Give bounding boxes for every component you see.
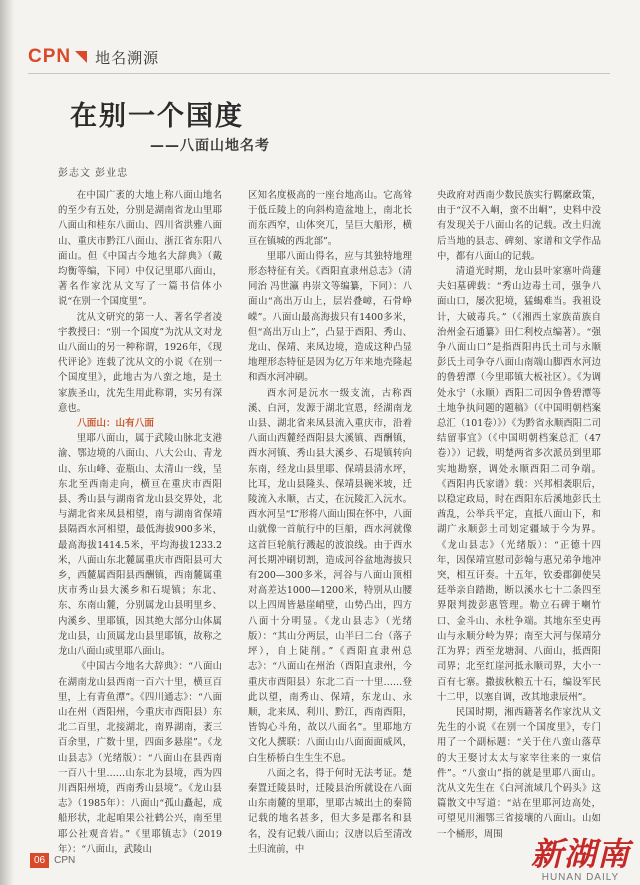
paragraph: 沈从文研究的第一人、著名学者凌宇教授曰：“别一个国度”为沈从文对龙山八面山的另一种称谓，1926年，《现代评论》连载了沈从文的小说《在别一个国度里》，此地古为八蛮之地，是土家族圣山，沈先生用此称谓，实另有深意也。 — [58, 311, 222, 414]
article-authors: 彭志文 彭业忠 — [58, 168, 129, 179]
paragraph: 民国时期，湘西籍著名作家沈从文先生的小说《在别一个国度里》，专门用了一个副标题：“关于住八蛮山落草的大王娶讨太太与家宰往来的一束信件”。“八蛮山”指的就是里耶八面山。沈从文先生在《白河流域几个码头》这篇散文中写道：“站在里耶河边高处，可望见川湘鄂三省接壤的八面山。山如一个桶形，周围 — [437, 706, 601, 840]
paragraph: 里耶八面山得名，应与其独特地理形态特征有关。《酉阳直隶州总志》（清同治 冯世瀛 冉崇文等编纂，下同）：八面山“高出万山上，层岩叠嶂，石骨峥嵘”。八面山最高海拔只有1400多米，但“高出万山上”，凸显于酉阳、秀山、龙山、保靖、来凤边境，造成这种凸显地理形态特征是因为亿万年来地壳隆起和酉水河冲刷。 — [248, 250, 412, 384]
text-column-2 — [248, 188, 412, 855]
paragraph: 区知名度极高的一座台地高山。它高耸于低丘陵上的向斜构造盆地上，南北长而东西窄，山体突兀，呈巨大船形，横亘在镇城的西北部”。 — [248, 190, 412, 247]
text-column-3 — [437, 188, 601, 843]
text-column-1 — [58, 188, 222, 855]
paragraph: 酉水河是沅水一级支流，古称酉溪、白河，发源于湖北宣恩，经湖南龙山县、湖北省来凤县流入重庆市，沿着八面山西麓经酉阳县大溪镇、酉酬镇，酉水河镇、秀山县大溪乡、石堤镇转向东南，经龙山县里耶、保靖县清水坪，比耳，龙山县隆头、保靖县碗米坡，迁陵流入永顺，古丈，在沅陵汇入沅水。酉水河呈“L”形将八面山围在怀中，八面山就像一首航行中的巨船，酉水河就像这首巨轮航行溅起的波浪线。由于酉水河长期冲刷切割，造成河谷盆地海拔只有200—300多米，河谷与八面山顶相对高差达1000—1200米，特别从山腰以上四周皆悬崖峭壁，山势凸出，四方八面十分明显。《龙山县志》（光绪版）：“其山分两层，山半曰二台（落子坪），自上陡削。”《酉阳直隶州总志》：“八面山在州治（酉阳直隶州，今重庆市酉阳县）东北二百一十里……登此以望，南秀山、保靖，东龙山、永顺，北来凤、利川、黔江，西南酉阳，皆钩心斗角，故以八面名”。里耶地方文化人撰联：八面山山八面面面威风，白生桥桥白生生生不息。 — [248, 387, 412, 764]
page-footer — [30, 853, 75, 868]
header-divider — [28, 73, 610, 74]
watermark — [530, 835, 630, 883]
paragraph: 央政府对西南少数民族实行羁縻政策，由于“汉不入峒，蛮不出峒”，史料中没有发现关于八面山名的记载。改土归流后当地的县志、碑刻、家谱和文学作品中，都有八面山的记载。 — [437, 190, 601, 262]
watermark-subtitle: HUNAN DAILY — [541, 872, 620, 883]
triangle-marker-icon — [75, 51, 87, 63]
page-number: 06 — [30, 853, 49, 868]
paragraph: 清道光时期，龙山县叶家寨叶尚蘧夫妇墓碑载：“秀山边毒土司，强争八面山口，屡次犯境，猛蝎难当。我祖设计，大破毒兵。”（《湘西土家族苗族自治州金石通纂》田仁利校点编著）。“强争八面山口”是指酉阳冉氏土司与永顺彭氏土司争夺八面山南端山脚酉水河边的鲁碧潭（今里耶镇大板社区）。《为调处永宁（永顺）酉阳二司因争鲁碧潭等土地争执问题的题稿》（《中国明朝档案总汇（101卷）》）《为黔省永顺酉阳二司结留事宜》（《中国明朝档案总汇（47卷）》）记载，明楚两省多次派员到里耶实地勘察，调处永顺酉阳二司争端。《酉阳冉氏家谱》载：兴邦相袭职后，以稳定政局，时在酉阳东后溪地彭氏土酋乱，公举兵平定，直抵八面山下，和湖广永顺彭土司划定疆域于今为界。《龙山县志》（光绪版）：“正德十四年，因保靖宣慰司彭翰与惠兄弟争地冲突，相互讦奏。十五年，钦委郡御使吴廷举亲自踏勘，断以溪水七十二条四至界限判拨彭惠管理。勒立石碑于喇竹口、金斗山、永杜争端。其地东至史再山与永顺分岭为界；南至大河与保靖分江为界；西至龙塘洞、八面山，抵酉阳司界；北至红崖河抵永顺司界，大小一百有七寨。撒拔秋粮五十石，编设军民十二甲，以塞自调，改其地隶辰州”。 — [437, 266, 601, 703]
page-spine-shadow — [0, 0, 14, 885]
paragraph: 《中国古今地名大辞典》：“八面山在湖南龙山县西南一百六十里，横亘百里，上有青鱼潭”。《四川通志》：“八面山在州（酉阳州，今重庆市酉阳县）东北二百里，北接湖北，南界湖南，袤三百余里，广数十里，四面多悬崖”。《龙山县志》（光绪版）：“八面山在县西南一百八十里……山东北为县境，西为四川酉阳州境，西南秀山县境”。《龙山县志》（1985年）：八面山“孤山矗起，成船形状，北起咱果公社鹤公兴，南至里耶公社观音岩。”《里耶镇志》（2019年）：“八面山，武陵山 — [58, 661, 222, 855]
paragraph: 里耶八面山，属于武陵山脉北支港渝、鄂边境的八面山、八大公山、青龙山、东山峰、壶瓶山、太清山一线，呈东北至西南走向，横亘在重庆市酉阳县、秀山县与湖南省龙山县交界处，北与湖北省来凤县相望，南与湖南省保靖县隔酉水河相望，最低海拔900多米，最高海拔1414.5米，平均海拔1233.2米，八面山东北麓属重庆市酉阳县可大乡，西麓属酉阳县西酬镇，西南麓属重庆市秀山县大溪乡和石堤镇；东北、东、东南山麓，分别属龙山县明里乡、内溪乡、里耶镇，因其绝大部分山体属龙山县，山顶属龙山县里耶镇，故称之龙山八面山或里耶八面山。 — [58, 433, 222, 658]
article-subtitle: ——八面山地名考 — [150, 138, 270, 154]
paragraph: 八面之名，得于何时无法考证。楚秦置迁陵县时，迁陵县治所就设在八面山东南麓的里耶，里耶古城出土的秦简记载的地名甚多，但大多是郡名和县名，没有记载八面山；汉唐以后至清改土归流前，中 — [248, 767, 412, 855]
page-header — [28, 44, 159, 70]
footer-label: CPN — [54, 855, 76, 866]
cpn-logo: CPN — [28, 46, 72, 67]
section-title: 地名溯源 — [95, 48, 160, 67]
watermark-logo: 新湖南 — [530, 835, 630, 873]
section-heading: 八面山：山有八面 — [77, 418, 154, 430]
paragraph: 在中国广袤的大地上称八面山地名的至少有五处，分别是湖南省龙山里耶八面山和桂东八面山、四川省洪雅八面山、重庆市黔江八面山、浙江省东阳八面山。但《中国古今地名大辞典》（戴均衡等编，下同）中仅记里耶八面山，著名作家沈从文写了一篇书信体小说“在别一个国度里”。 — [58, 190, 222, 308]
article-title: 在别一个国度 — [70, 101, 244, 132]
